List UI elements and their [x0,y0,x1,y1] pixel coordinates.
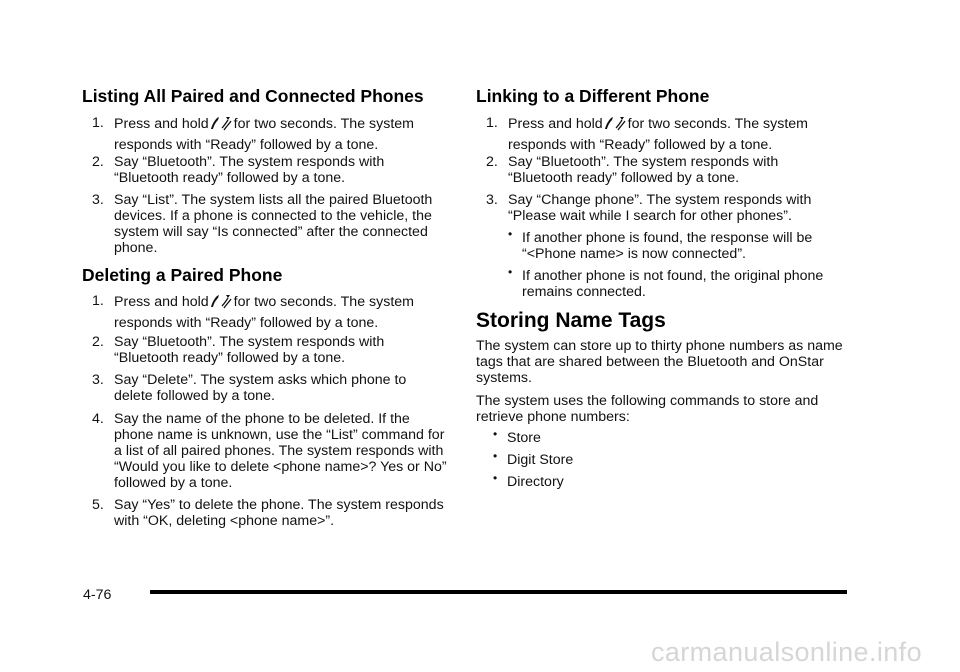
bullet-dot-icon: • [493,449,498,463]
command-directory: • Directory [493,471,564,490]
talk-phone-icon [210,293,232,309]
link-step-2: 2. Say “Bluetooth”. The system responds with “Bluetooth ready” followed by a tone. [486,154,779,186]
command-store: • Store [493,427,541,446]
talk-phone-icon [604,115,626,131]
delete-step-5: 5. Say “Yes” to delete the phone. The system responds with “OK, deleting <phone name>”. [92,497,444,529]
bullet-dot-icon: • [508,227,513,241]
list-step-2: 2. Say “Bluetooth”. The system responds with “Bluetooth ready” followed by a tone. [92,154,385,186]
section-title-listing: Listing All Paired and Connected Phones [82,86,424,106]
talk-phone-icon [210,115,232,131]
command-digit-store: • Digit Store [493,449,574,468]
bullet-item: • If another phone is not found, the original phone remains connected. [508,265,824,300]
bullet-item: • If another phone is found, the response will be “<Phone name> is now connected”. [508,227,813,262]
delete-step-3: 3. Say “Delete”. The system asks which phone to delete followed by a tone. [92,372,407,404]
section-title-storing: Storing Name Tags [476,309,666,332]
link-step-3: 3. Say “Change phone”. The system responds with “Please wait while I search for other phones”. [486,192,812,224]
footer-rule [150,590,847,594]
bullet-dot-icon: • [508,265,513,279]
page-number: 4-76 [83,587,112,603]
storing-commands-paragraph: The system uses the following commands to store and retrieve phone numbers: [476,393,819,425]
delete-step-2: 2. Say “Bluetooth”. The system responds with “Bluetooth ready” followed by a tone. [92,334,385,366]
link-step-1: 1. Press and hold for two seconds. The system responds with “Ready” followed by a tone. [486,115,808,153]
section-title-linking: Linking to a Different Phone [476,86,710,106]
bullet-dot-icon: • [493,427,498,441]
delete-step-4: 4. Say the name of the phone to be deleted. If the phone name is unknown, use the “List” command for a list of all paired phones. The system responds with “Would you like to delete <phone name>? Yes or No” followed by a tone. [92,411,447,491]
list-step-3: 3. Say “List”. The system lists all the paired Bluetooth devices. If a phone is connected to the vehicle, the system will say “Is connected” after the connected phone. [92,192,433,256]
watermark: carmanualsonline.info [650,637,922,667]
storing-intro-paragraph: The system can store up to thirty phone numbers as name tags that are shared between the Bluetooth and OnStar systems. [476,338,843,386]
bullet-dot-icon: • [493,471,498,485]
delete-step-1: 1. Press and hold for two seconds. The system responds with “Ready” followed by a tone. [92,293,414,331]
list-step-1: 1. Press and hold for two seconds. The system responds with “Ready” followed by a tone. [92,115,414,153]
section-title-deleting: Deleting a Paired Phone [82,265,283,285]
